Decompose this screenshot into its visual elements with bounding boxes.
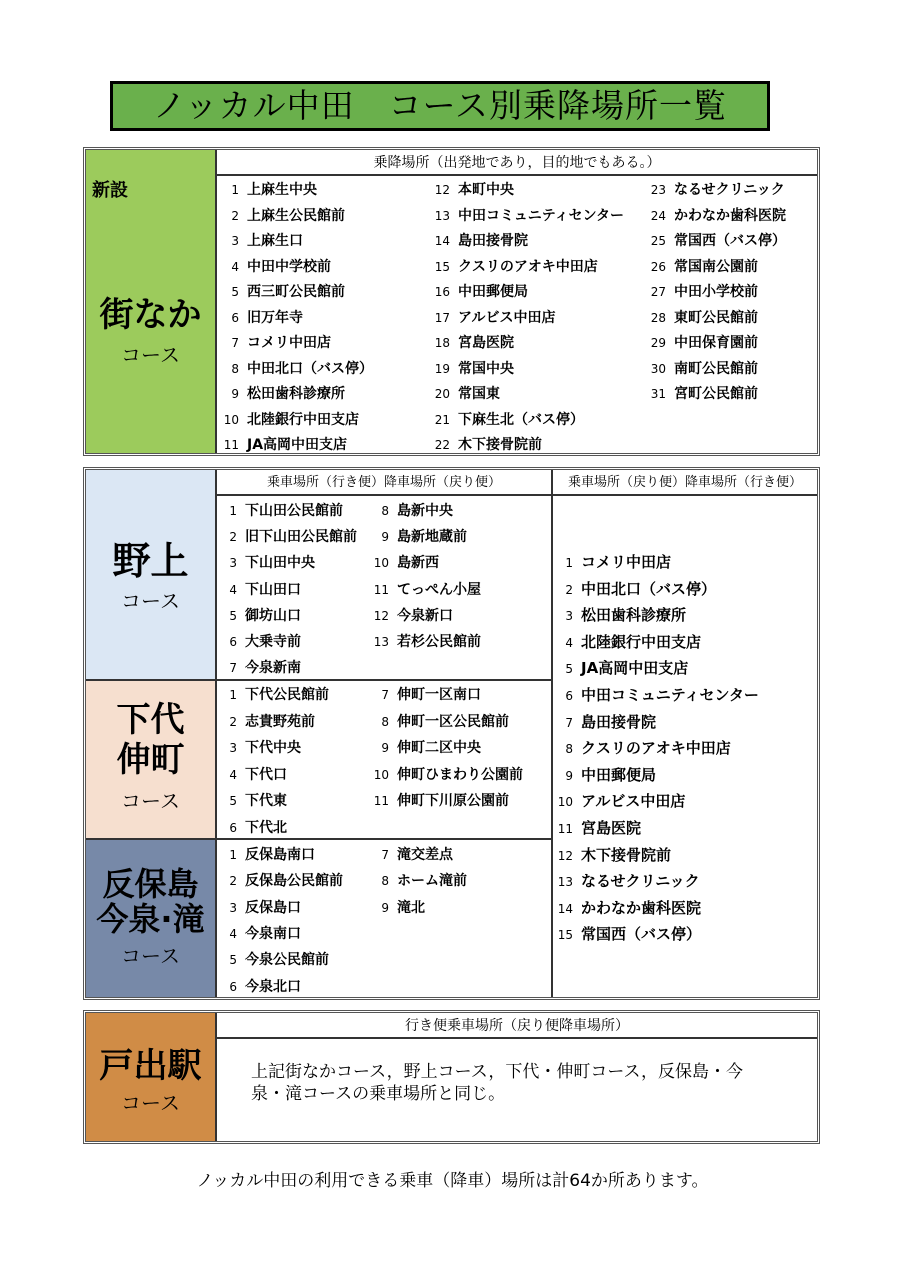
stop-number: 5 [229,953,237,968]
course-name: 街なか [99,295,202,335]
stop-name: アルビス中田店 [581,792,686,811]
stop-item [223,845,315,865]
stop-number: 6 [231,310,239,325]
column-header: 乗降場所（出発地であり，目的地でもある。） [217,150,817,176]
stop-item [223,410,359,430]
stop-item [223,950,329,970]
stop-name: かわなか歯科医院 [674,207,786,224]
toide-course-panel [83,1010,820,1144]
stop-number: 8 [565,742,573,757]
stop-item [557,845,671,865]
stop-item [223,553,315,573]
stop-name: 下代公民館前 [245,687,329,703]
stop-number: 7 [231,336,239,350]
stop-item [648,257,758,277]
stop-item [557,552,671,572]
stop-name: JA高岡中田支店 [581,659,689,678]
stop-item [648,231,786,251]
toide-description-line2: 泉・滝コースの乗車場所と同じ。 [251,1084,506,1104]
stop-item [223,308,303,328]
stop-number: 7 [381,688,389,702]
stop-number: 9 [381,741,389,755]
stop-number: 13 [557,875,573,890]
stop-item [223,206,345,226]
stop-item [223,180,317,200]
stop-number: 12 [557,848,573,863]
machinaka-course-label-cell [86,150,217,453]
stop-name: 今泉南口 [245,925,301,942]
stop-name: 中田中学校前 [247,258,331,275]
stop-name: クスリのアオキ中田店 [458,258,598,275]
stop-number: 10 [373,556,389,571]
stop-name: 下麻生北（バス停） [458,411,584,428]
stop-name: 上麻生公民館前 [247,207,345,224]
stop-name: 宮町公民館前 [674,386,758,402]
stop-number: 4 [229,926,237,941]
stop-name: 常国南公園前 [674,258,758,275]
stop-number: 6 [565,689,573,703]
stop-number: 1 [565,556,573,570]
nogami-course-label-cell [86,470,217,681]
stop-number: 31 [650,387,666,401]
stop-item [373,580,481,600]
stop-item [223,685,329,705]
stop-number: 28 [650,310,666,325]
stop-name: 下代口 [245,766,287,783]
stop-item [223,333,331,353]
stop-number: 1 [229,688,237,702]
stop-number: 10 [223,412,239,427]
stop-number: 5 [229,608,237,623]
stop-number: 2 [231,208,239,223]
stop-name: 下山田公民館前 [245,503,343,519]
stop-name: コメリ中田店 [581,553,672,571]
stop-number: 25 [650,234,666,248]
stop-name: 今泉新口 [397,607,453,624]
stop-number: 24 [650,208,666,223]
stop-item [432,206,624,226]
toide-description-line1: 上記街なかコース，野上コース，下代・伸町コース，反保島・今 [251,1062,743,1082]
stop-name: クスリのアオキ中田店 [581,739,731,758]
stop-item [557,898,701,918]
stop-name: 常国中央 [458,360,514,377]
stop-name: 宮島医院 [458,335,514,351]
stop-name: 中田北口（バス停） [581,579,717,598]
stop-name: 中田小学校前 [674,284,758,300]
stop-item [648,384,758,404]
stop-item [648,180,785,200]
stop-number: 4 [231,259,239,274]
stop-name: 東町公民館前 [674,309,758,326]
stop-name: 西三町公民館前 [247,284,345,300]
stop-number: 5 [229,794,237,808]
stop-name: 本町中央 [458,182,514,198]
stop-name: 若杉公民館前 [397,634,481,650]
stop-name: 下代東 [245,793,287,809]
stop-name: かわなか歯科医院 [581,898,702,917]
stop-name: 旧下山田公民館前 [245,529,357,546]
stop-item [557,658,688,678]
stop-name: 下代中央 [245,740,301,756]
stop-item [223,257,331,277]
stop-item [557,685,759,705]
stop-number: 1 [229,504,237,518]
stop-item [223,282,345,302]
stop-name: 今泉新南 [245,660,301,677]
stop-item [432,384,500,404]
stop-number: 13 [373,635,389,649]
stop-name: 島田接骨院 [458,233,528,249]
stop-number: 1 [229,848,237,862]
stop-number: 6 [229,820,237,835]
stop-item [223,580,301,600]
stop-name: 島新中央 [397,503,453,519]
shimoshiro-course-label-cell [86,681,217,840]
stop-number: 18 [434,336,450,350]
stop-number: 2 [229,714,237,729]
stop-item [373,791,509,811]
footer-note: ノッカル中田の利用できる乗車（降車）場所は計64か所あります。 [196,1171,709,1191]
stop-number: 7 [381,848,389,862]
stop-number: 6 [229,635,237,649]
stop-name: てっぺん小屋 [397,581,481,598]
stop-item [648,308,758,328]
stop-name: 中田郵便局 [581,765,657,784]
stop-number: 5 [231,285,239,299]
stop-item [432,231,528,251]
stop-item [557,605,686,625]
stop-number: 9 [231,387,239,401]
stop-name: 伸町ひまわり公園前 [397,766,523,783]
stop-name: 中田コミュニティセンター [581,686,759,704]
hoboshima-course-label-cell [86,840,217,997]
stop-number: 8 [381,504,389,518]
stop-item [223,606,301,626]
stop-name: 宮島医院 [581,819,642,837]
stop-number: 13 [434,208,450,223]
stop-number: 11 [557,822,573,836]
stop-item [373,845,453,865]
course-name-1: 下代 [116,700,185,740]
stop-item [223,501,343,521]
stop-number: 16 [434,285,450,299]
new-badge: 新設 [92,180,128,201]
divider [551,496,553,997]
stop-item [432,359,514,379]
stop-item [432,282,528,302]
course-sub: コース [121,944,180,968]
course-name: 野上 [112,539,189,583]
stop-number: 15 [557,928,573,943]
stop-name: 上麻生中央 [247,182,317,198]
divider [217,679,553,681]
stop-item [648,333,758,353]
stop-item [557,738,731,758]
stop-item [557,871,700,891]
stop-name: 常国西（バス停） [581,925,702,944]
stop-name: 島田接骨院 [581,712,657,731]
machinaka-course-panel [83,147,820,456]
stop-name: 滝北 [397,899,425,916]
stop-item [223,818,287,838]
stop-item [223,632,301,652]
stop-name: 島新地蔵前 [397,529,467,546]
course-name-2: 今泉·滝 [96,900,205,938]
course-name-2: 伸町 [116,740,185,780]
stop-number: 2 [229,874,237,889]
stop-number: 19 [434,361,450,376]
course-sub: コース [121,589,180,613]
stop-name: 志貴野苑前 [245,713,315,730]
stop-name: コメリ中田店 [247,335,331,351]
stop-name: 旧万年寺 [247,309,303,326]
stop-item [432,435,542,455]
stop-number: 8 [231,361,239,376]
stop-name: 今泉公民館前 [245,952,329,969]
stop-item [223,898,301,918]
stop-name: 反保島口 [245,899,301,916]
stop-item [373,632,481,652]
stop-item [557,818,641,838]
stop-name: JA高岡中田支店 [247,437,348,453]
stop-name: 島新西 [397,555,439,572]
stop-number: 3 [565,609,573,624]
stop-number: 11 [373,582,389,597]
stop-number: 26 [650,259,666,274]
stop-name: 御坊山口 [245,607,301,624]
courses-panel [83,467,820,1000]
stop-name: 南町公民館前 [674,360,758,377]
stop-number: 8 [381,874,389,889]
stop-name: 木下接骨院前 [581,845,672,864]
stop-item [373,685,481,705]
stop-name: 伸町二区中央 [397,740,481,756]
stop-number: 27 [650,285,666,299]
stop-name: 伸町一区南口 [397,687,481,703]
stop-number: 2 [565,582,573,597]
stop-name: 伸町下川原公園前 [397,793,509,809]
course-sub: コース [121,343,180,367]
stop-number: 7 [229,661,237,676]
stop-item [432,180,514,200]
stop-number: 4 [229,767,237,782]
stop-number: 10 [557,795,573,810]
stop-item [373,527,467,547]
stop-number: 21 [434,412,450,427]
course-name-1: 反保島 [102,865,199,903]
stop-name: 木下接骨院前 [458,437,542,453]
stop-number: 23 [650,183,666,197]
stop-item [223,527,357,547]
stop-item [432,333,514,353]
stop-name: 松田歯科診療所 [581,606,687,625]
stop-item [373,871,467,891]
stop-item [432,410,584,430]
stop-item [373,553,439,573]
stop-number: 17 [434,310,450,325]
stop-name: 下山田中央 [245,555,315,572]
header-return: 乗車場所（戻り便）降車場所（行き便） [553,470,817,496]
stop-item [373,501,453,521]
stop-item [223,738,301,758]
stop-item [557,765,656,785]
stop-item [373,738,481,758]
stop-number: 8 [381,714,389,729]
stop-number: 12 [434,183,450,197]
stop-item [557,579,716,599]
stop-number: 15 [434,259,450,274]
stop-number: 30 [650,361,666,376]
stop-item [223,871,343,891]
stop-name: 反保島南口 [245,847,315,863]
stop-item [648,206,786,226]
stop-number: 9 [381,900,389,915]
stop-name: 滝交差点 [397,847,453,863]
stop-name: 中田コミュニティセンター [458,207,625,224]
stop-name: なるせクリニック [581,872,700,891]
stop-item [223,384,345,404]
stop-number: 2 [229,530,237,545]
stop-name: ホーム滝前 [397,873,467,890]
stop-number: 12 [373,608,389,623]
stop-name: 反保島公民館前 [245,873,343,890]
stop-name: 今泉北口 [245,978,301,995]
stop-number: 9 [381,530,389,545]
stop-number: 22 [434,438,450,452]
stop-name: 中田保育園前 [674,335,758,351]
stop-number: 11 [223,438,239,452]
stop-name: 伸町一区公民館前 [397,713,509,730]
stop-item [223,791,287,811]
page-title: ノッカル中田 コース別乗降場所一覧 [110,81,770,131]
stop-number: 3 [229,741,237,755]
stop-number: 29 [650,336,666,350]
divider [217,838,553,840]
header-outbound: 乗車場所（行き便）降車場所（戻り便） [217,470,553,496]
stop-name: 下山田口 [245,581,301,598]
stop-item [432,257,598,277]
stop-item [557,791,685,811]
stop-item [223,359,373,379]
stop-item [223,765,287,785]
stop-name: なるせクリニック [674,182,785,198]
stop-item [373,898,425,918]
stop-name: 中田北口（バス停） [247,360,373,377]
stop-number: 14 [434,234,450,248]
stop-name: 中田郵便局 [458,284,528,300]
stop-name: 松田歯科診療所 [247,386,345,402]
stop-number: 11 [373,794,389,808]
stop-item [557,712,656,732]
course-name: 戸出駅 [99,1046,202,1086]
stop-item [557,924,701,944]
stop-name: 常国西（バス停） [674,233,786,249]
stop-item [223,231,303,251]
stop-item [223,924,301,944]
stop-number: 4 [565,635,573,650]
stop-number: 1 [231,183,239,197]
stop-number: 3 [229,900,237,915]
stop-item [432,308,555,328]
stop-item [648,282,758,302]
stop-name: 北陸銀行中田支店 [247,411,359,428]
stop-item [223,658,301,678]
stop-item [557,632,701,652]
stop-number: 6 [229,979,237,994]
stop-number: 20 [434,387,450,401]
stop-number: 7 [565,715,573,730]
stop-name: 北陸銀行中田支店 [581,632,702,651]
stop-number: 3 [229,556,237,571]
course-sub: コース [121,789,180,813]
stop-name: 下代北 [245,819,287,836]
stop-name: 常国東 [458,386,500,402]
stop-number: 3 [231,234,239,248]
stop-number: 14 [557,901,573,916]
stop-item [373,765,523,785]
toide-course-label-cell [86,1013,217,1141]
stop-item [223,435,347,455]
stop-item [373,606,453,626]
course-sub: コース [121,1091,180,1115]
stop-number: 5 [565,662,573,677]
stop-name: 上麻生口 [247,233,303,249]
stop-name: アルビス中田店 [458,309,556,326]
stop-number: 9 [565,768,573,783]
stop-item [648,359,758,379]
column-header: 行き便乗車場所（戻り便降車場所） [217,1013,817,1039]
stop-name: 大乗寺前 [245,634,301,650]
stop-item [373,712,509,732]
stop-item [223,712,315,732]
stop-number: 10 [373,767,389,782]
stop-item [223,977,301,997]
stop-number: 4 [229,582,237,597]
